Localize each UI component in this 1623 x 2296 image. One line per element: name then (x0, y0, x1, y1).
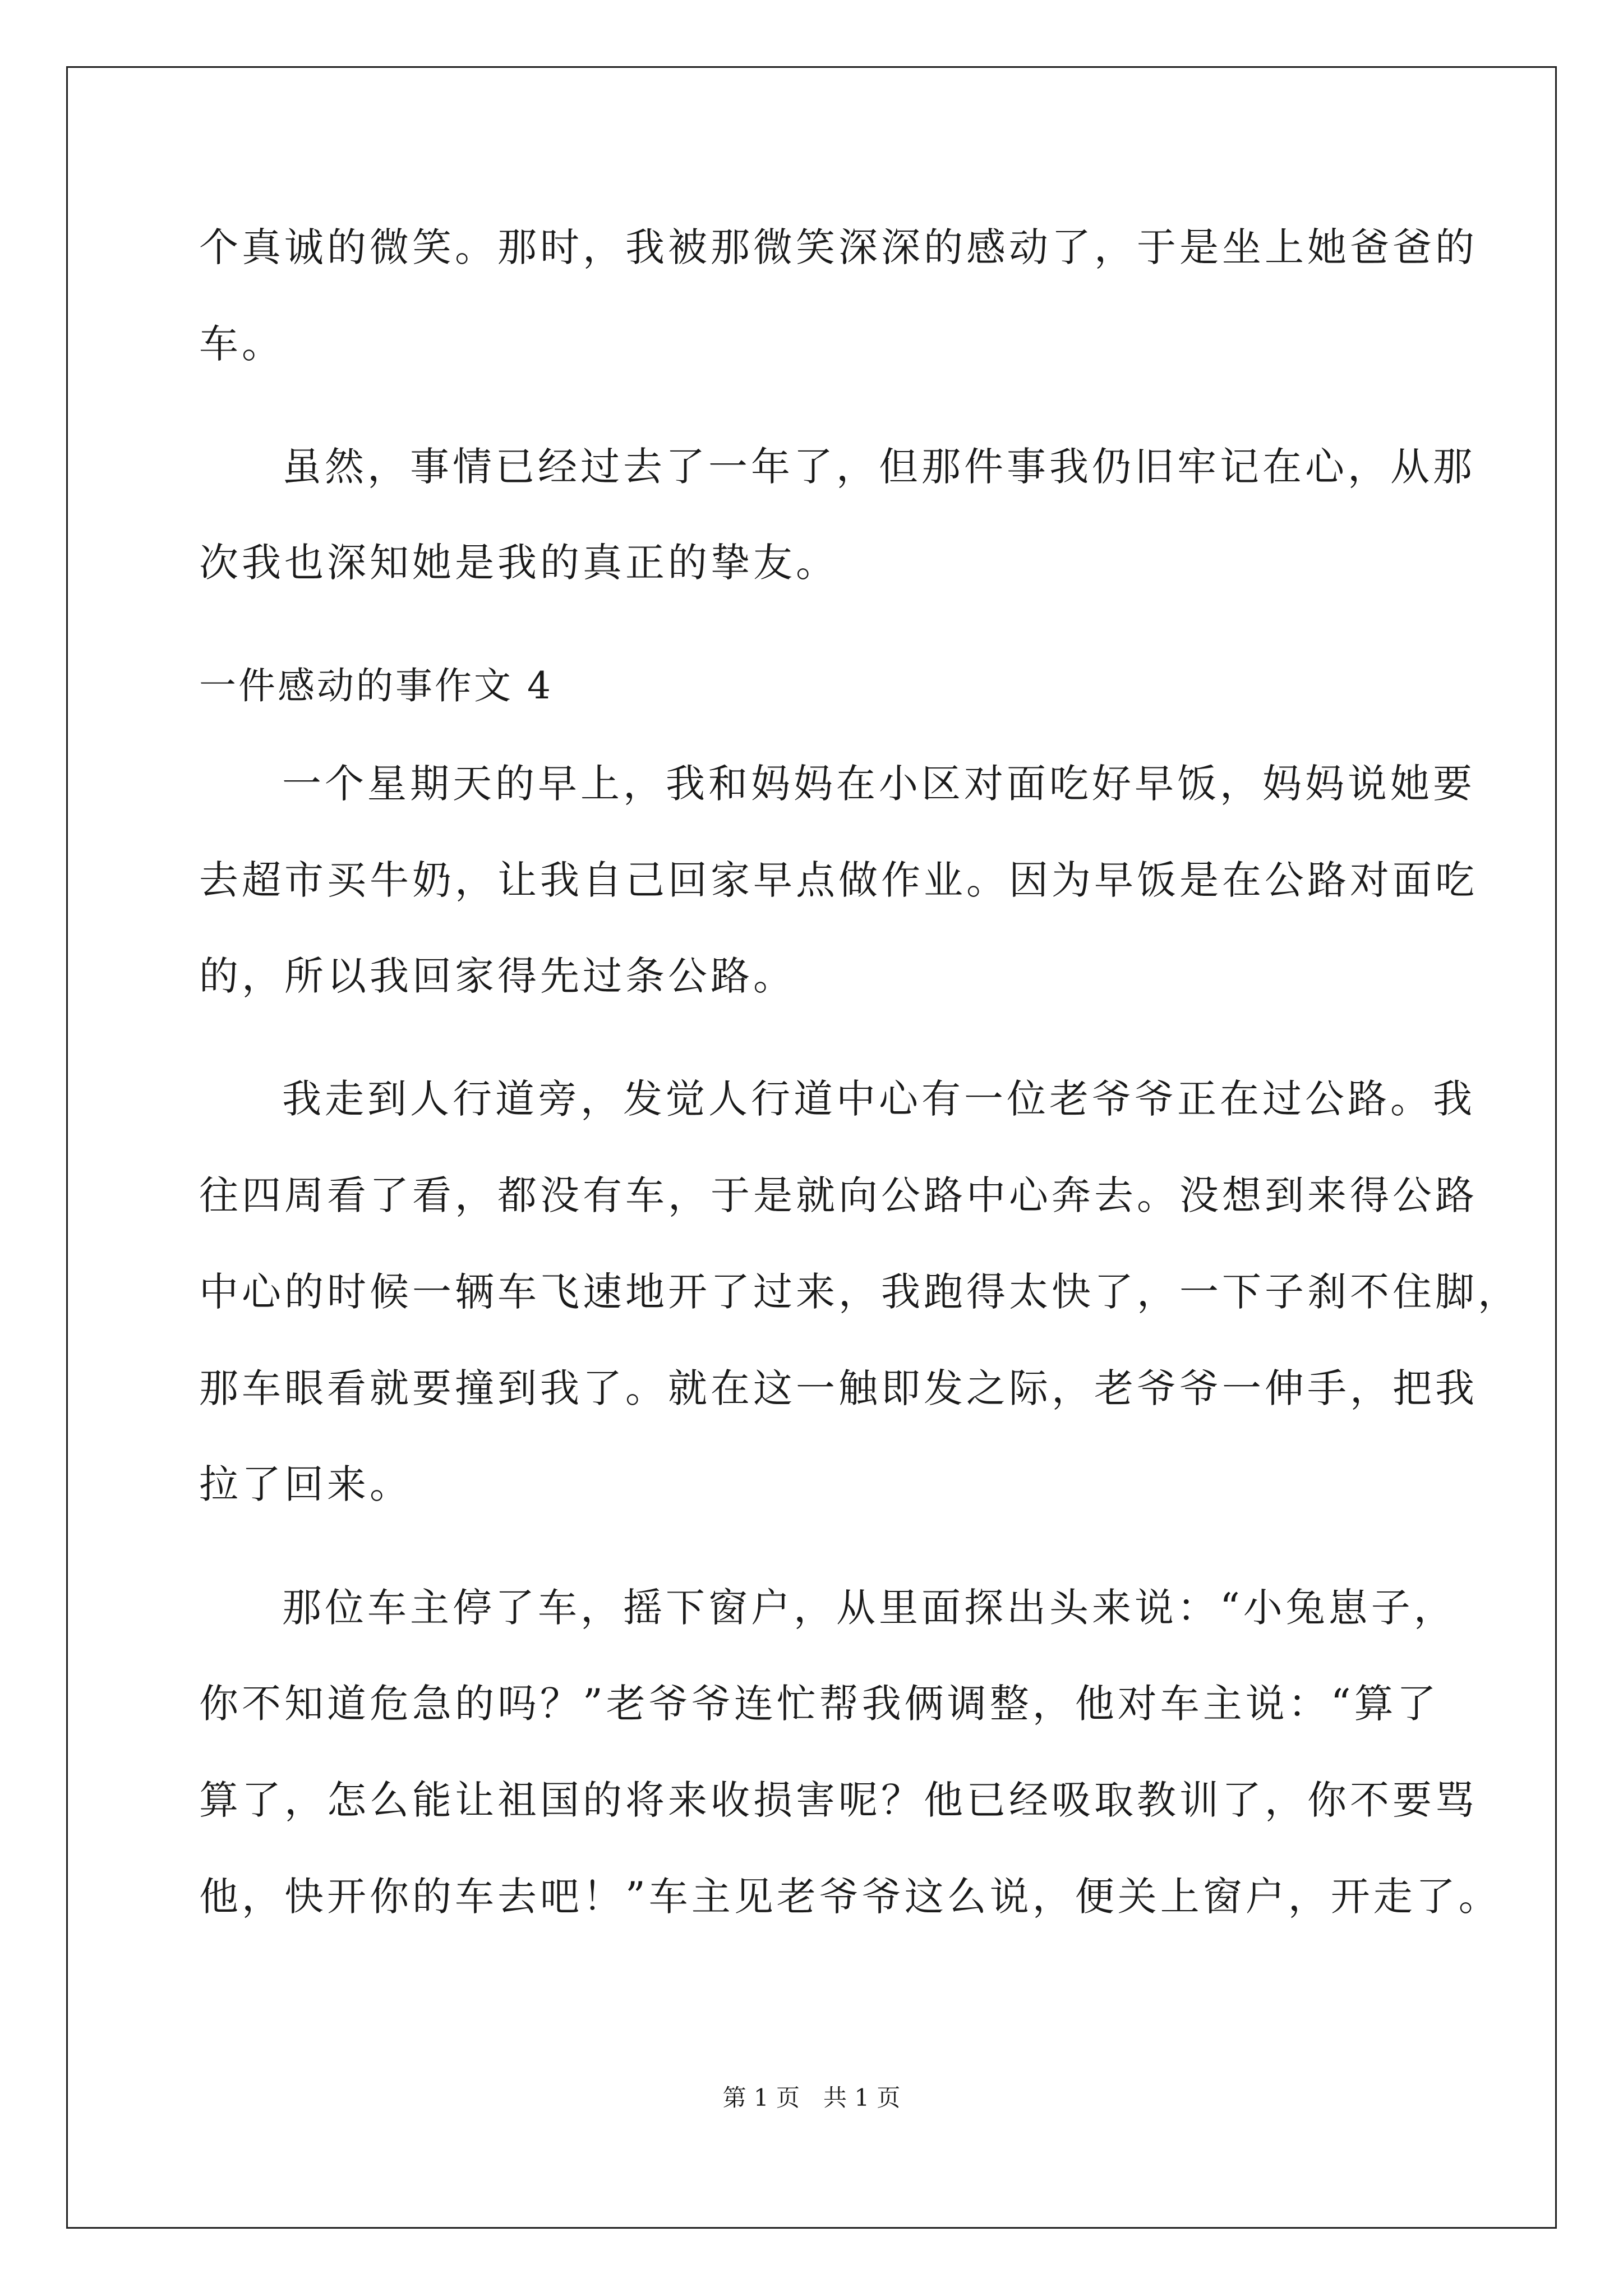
paragraph-5-line-3: 算了，怎么能让祖国的将来收损害呢？他已经吸取教训了，你不要骂 (199, 1777, 1478, 1823)
paragraph-5-line-1: 那位车主停了车，摇下窗户，从里面探出头来说：“小兔崽子， (282, 1585, 1456, 1631)
paragraph-2-line-1: 虽然，事情已经过去了一年了，但那件事我仍旧牢记在心，从那 (282, 444, 1476, 490)
paragraph-1-line-1: 个真诚的微笑。那时，我被那微笑深深的感动了，于是坐上她爸爸的 (199, 224, 1478, 270)
page-footer: 第 1 页 共 1 页 (722, 2084, 901, 2111)
paragraph-1-line-2: 车。 (199, 321, 284, 367)
paragraph-4-line-4: 那车眼看就要撞到我了。就在这一触即发之际，老爷爷一伸手，把我 (199, 1365, 1478, 1411)
section-heading: 一件感动的事作文 4 (199, 664, 553, 707)
paragraph-4-line-2: 往四周看了看，都没有车，于是就向公路中心奔去。没想到来得公路 (199, 1172, 1478, 1218)
paragraph-3-line-1: 一个星期天的早上，我和妈妈在小区对面吃好早饭，妈妈说她要 (282, 761, 1476, 807)
paragraph-4-line-1: 我走到人行道旁，发觉人行道中心有一位老爷爷正在过公路。我 (282, 1076, 1476, 1122)
paragraph-3-line-2: 去超市买牛奶，让我自己回家早点做作业。因为早饭是在公路对面吃 (199, 857, 1478, 903)
paragraph-5-line-4: 他，快开你的车去吧！”车主见老爷爷这么说，便关上窗户，开走了。 (199, 1874, 1501, 1920)
paragraph-4-line-5: 拉了回来。 (199, 1461, 412, 1507)
paragraph-5-line-2: 你不知道危急的吗？”老爷爷连忙帮我俩调整，他对车主说：“算了 (199, 1681, 1440, 1727)
paragraph-4-line-3: 中心的时候一辆车飞速地开了过来，我跑得太快了，一下子刹不住脚， (199, 1269, 1520, 1315)
paragraph-2-line-2: 次我也深知她是我的真正的挚友。 (199, 540, 838, 586)
paragraph-3-line-3: 的，所以我回家得先过条公路。 (199, 953, 796, 999)
